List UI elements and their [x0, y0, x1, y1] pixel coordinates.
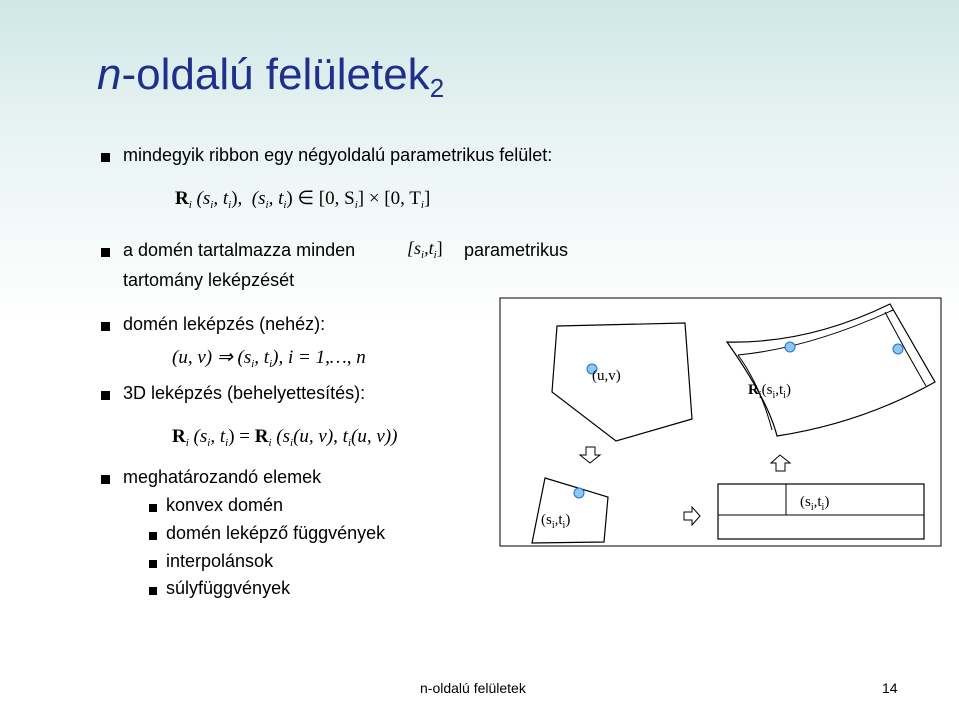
sub-bullet-text: konvex domén [166, 495, 284, 515]
bullet-text: a domén tartalmazza minden [123, 240, 356, 260]
surface-point [785, 342, 795, 352]
st-left-label: $(s_i,t_i)$ [541, 512, 571, 531]
bullet-text: domén leképzés (nehéz): [123, 314, 326, 334]
param-point-left [574, 488, 584, 498]
sub-bullet-text: súlyfüggvények [166, 578, 291, 598]
ri-label: $R_i(s_i,t_i)$ [748, 382, 791, 401]
bullet-text: parametrikus [464, 240, 569, 260]
page-title: n-oldalú felületek$_2$ [97, 50, 445, 103]
bullet-text: meghatározandó elemek [123, 467, 322, 487]
st-right-label: $(s_i,t_i)$ [800, 494, 830, 513]
domain-map-formula: (u, v) ⇒ ($s_i$, $t_i$), i = 1,…, n [172, 347, 366, 370]
footer-title: n-oldalú felületek [420, 680, 526, 696]
bullet-text: mindegyik ribbon egy négyoldalú parametrikus felület: [123, 145, 553, 165]
param-domain-formula: $[s_i,t_i]$ [407, 238, 443, 261]
substitution-formula: $R_i$ ($s_i$, $t_i) = R_i$ ($s_i(u$, v), $t_i(u$, v)) [172, 426, 398, 449]
bullet-text: tartomány leképzését [123, 270, 295, 290]
page-number: 14 [882, 680, 898, 696]
surface-corner-point [893, 344, 903, 354]
sub-bullet-text: interpolánsok [166, 551, 274, 571]
ribbon-formula: $R_i$ ($s_i$, $t_i$), ($s_i$, $t_i$) ∈ [0, $S_i] \times [0$, $T_i$] [175, 188, 431, 211]
sub-bullet-text: domén leképző függvények [166, 523, 386, 543]
uv-label: (u,v) [592, 368, 621, 384]
bullet-text: 3D leképzés (behelyettesítés): [123, 383, 366, 403]
